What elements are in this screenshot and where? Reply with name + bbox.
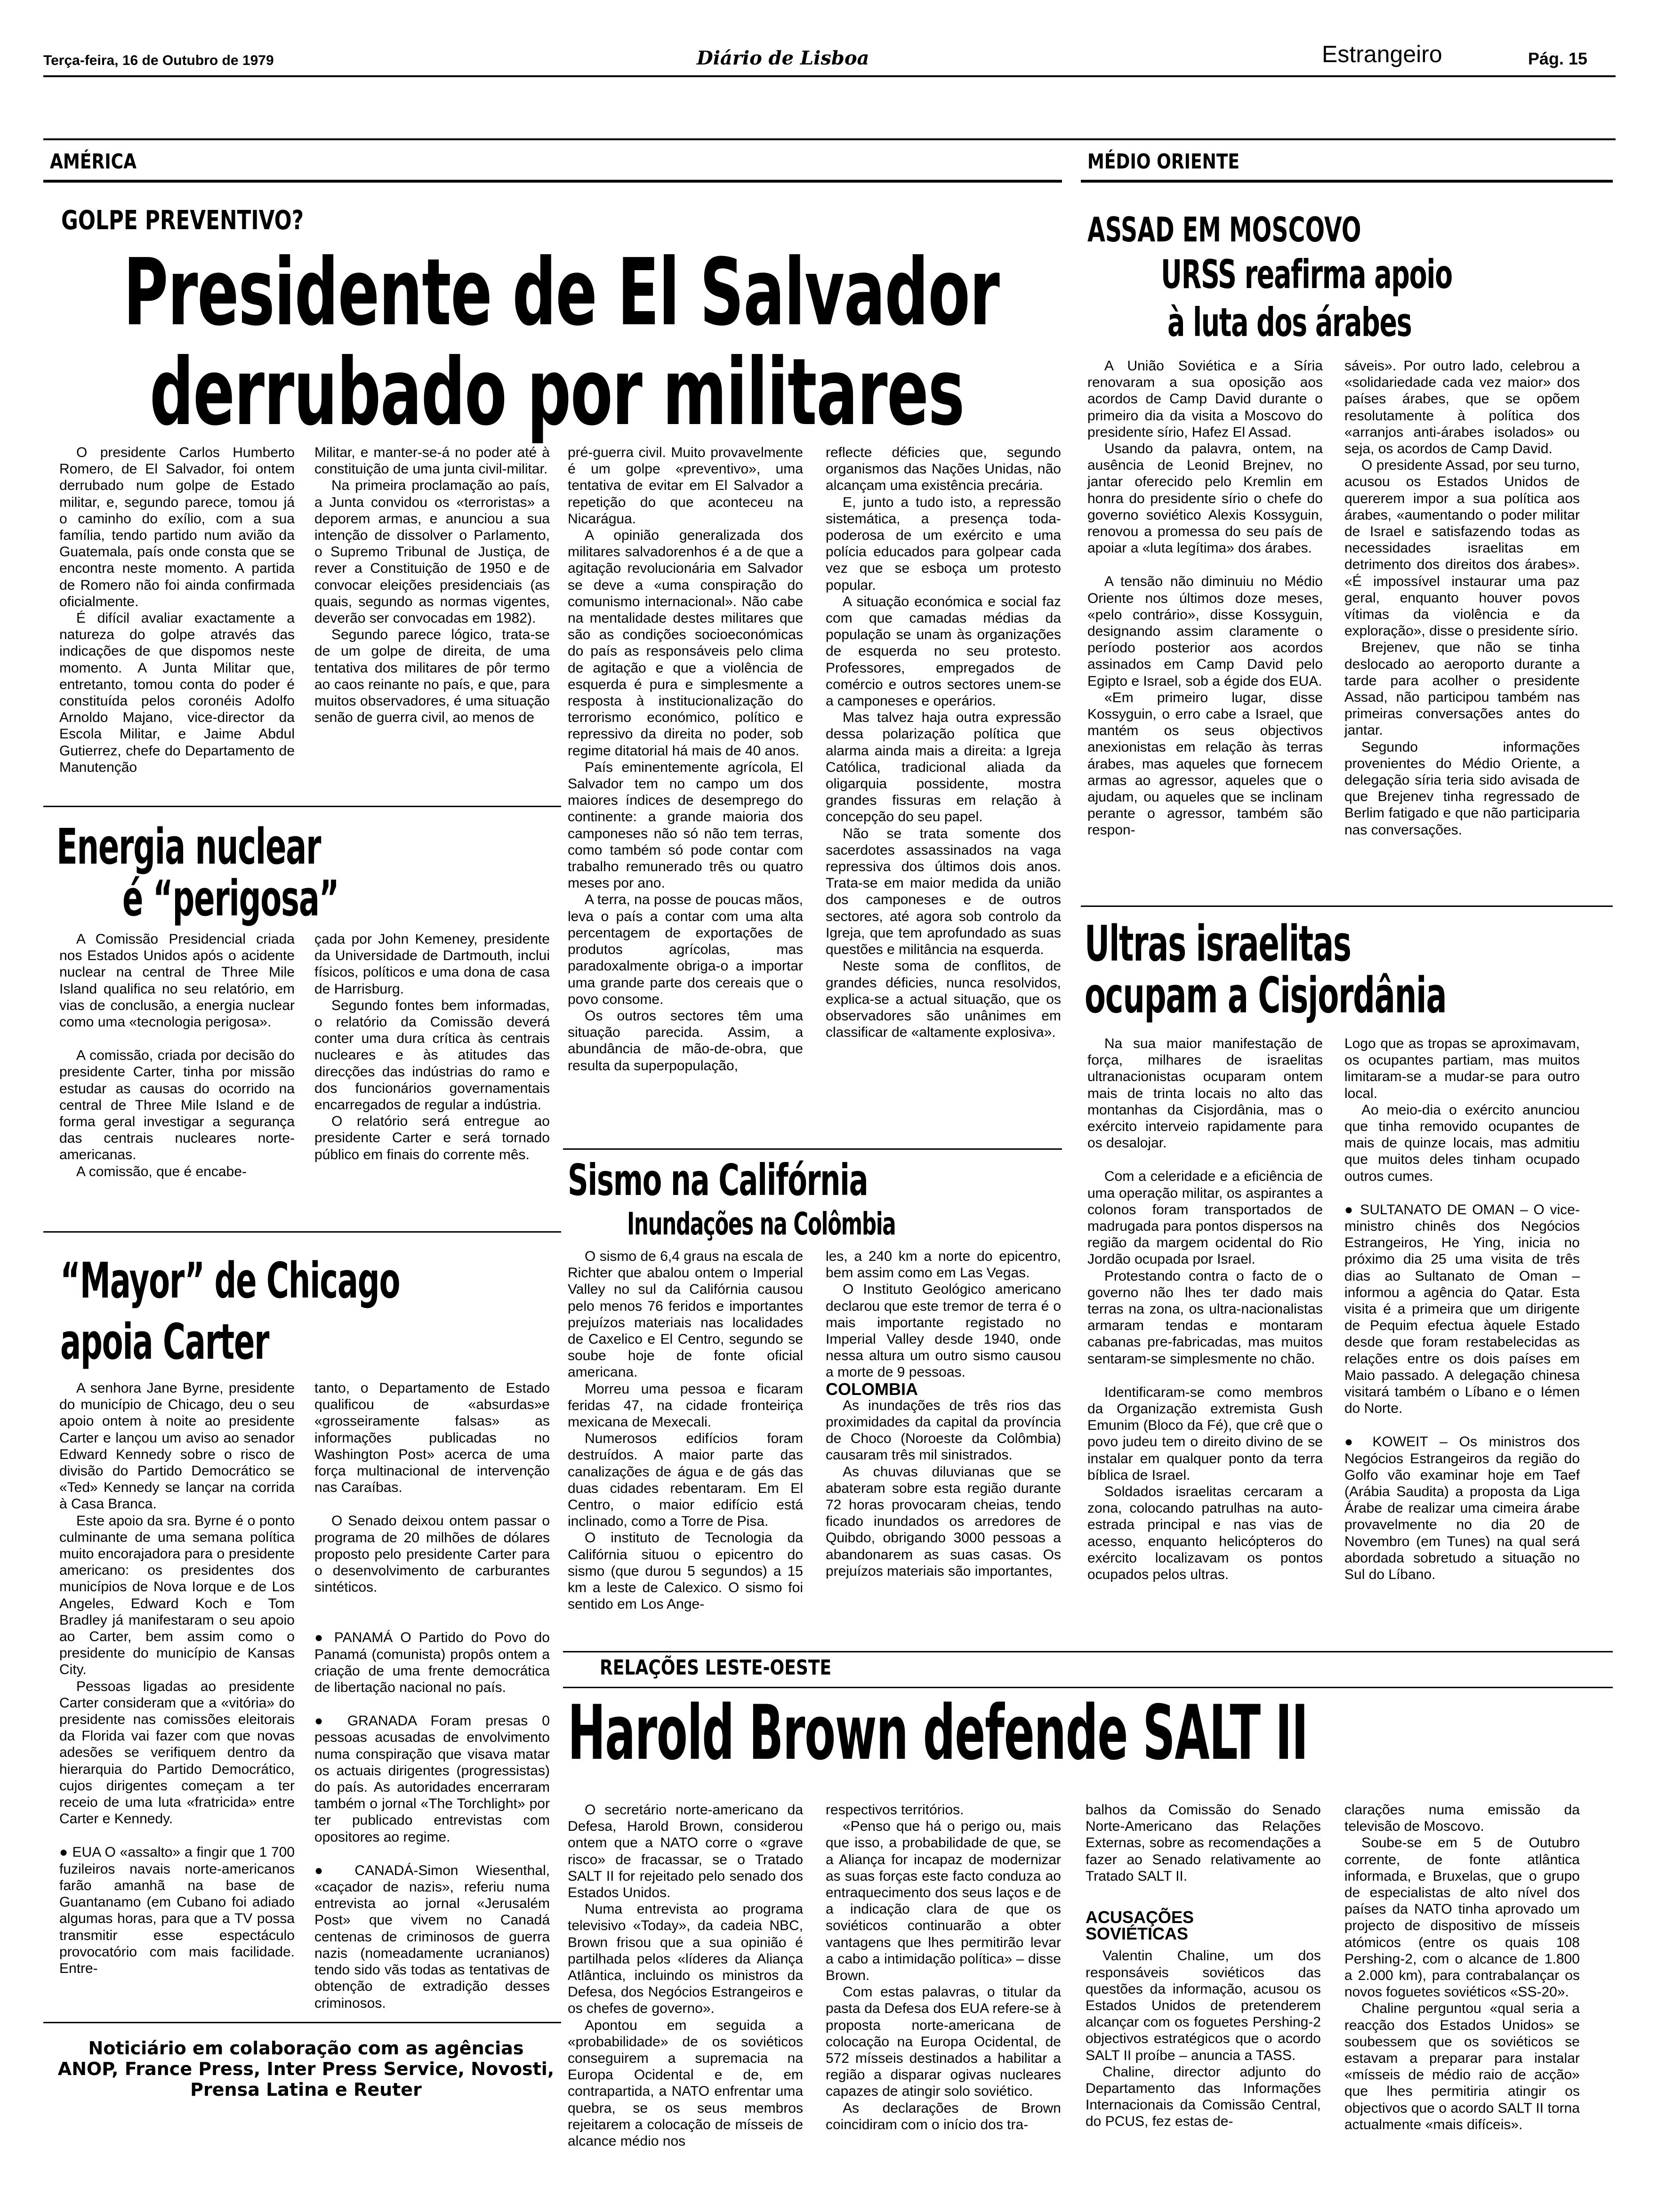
ultras-headline-1: Ultras israelitas — [1085, 915, 1351, 972]
nuclear-column-2: çada por John Kemeney, presidente da Universidade de Dartmouth, inclui físicos, políticos e uma dona de casa de Harrisburg. Segundo fontes bem informadas, o relatório da Comissão deverá conter uma dura crítica às centrais nucleares e às atitudes das direcções das indústrias do ramo e dos funcionários governamentais encarregados de regular a indústria. O relatório será entregue ao presidente Carter e será tornado público em finais do corrente mês. — [314, 931, 550, 1162]
medio-column-1: A União Soviética e a Síria renovaram a sua oposição aos acordos de Camp David durante o primeiro dia da visita a Moscovo do presidente sírio, Hafez El Assad. Usando da palavra, ontem, na ausência de Leonid Brejnev, no jantar oferecido pelo Kremlin em honra do presidente sírio o chefe do governo soviético Alexis Kossyguin, renovou a promessa do seu país de apoiar a «luta legítima» dos árabes. A tensão não diminuiu no Médio Oriente nos últimos doze meses, «pelo contrário», disse Kossyguin, designando assim claramente o período posterior aos acordos assinados em Camp David pelo Egipto e Israel, sob a égide dos EUA. «Em primeiro lugar, disse Kossyguin, o erro cabe a Israel, que mantém os seus objectivos anexionistas em relação às terras árabes, mas aqueles que fornecem armas ao agressor, aqueles que o ajudam, ou aqueles que se inclinam perante o agressor, também são respon- — [1087, 358, 1323, 838]
america-column-1: O presidente Carlos Humberto Romero, de El Salvador, foi ontem derrubado num golpe de Estado militar, e, segundo parece, tomou já o caminho do exílio, com a sua família, tendo partido num avião da Guatemala, país onde consta que se encontra neste momento. A partida de Romero não foi ainda confirmada oficialmente. É difícil avaliar exactamente a natureza do golpe através das indicações de que dispomos neste momento. A Junta Militar que, entretanto, tomou conta do poder é constituída pelos coronéis Adolfo Arnoldo Majano, vice-director da Escola Militar, e Jaime Abdul Gutierrez, chefe do Departamento de Manutenção — [59, 445, 295, 775]
agencies-top-rule — [43, 2022, 561, 2023]
ultras-column-2: Logo que as tropas se aproximavam, os ocupantes partiam, mas muitos limitaram-se a mudar-se para outro local. Ao meio-dia o exército anunciou que tinha removido ocupantes de mais de quinze locais, mas admitiu que muitos deles tinham ocupado outros cumes. ● SULTANATO DE OMAN – O vice-ministro chinês dos Negócios Estrangeiros, He Ying, inicia no próximo dia 25 uma visita de três dias ao Sultanato de Oman – informou a agência do Qatar. Esta visita é a primeira que um dirigente de Pequim efectua àquele Estado desde que foram restabelecidas as relações entre os dois países em Maio passado. A delegação chinesa visitará também o Líbano e o Iémen do Norte. ● KOWEIT – Os ministros dos Negócios Estrangeiros da região do Golfo vão examinar hoje em Taef (Arábia Saudita) a proposta da Liga Árabe de realizar uma cimeira árabe provavelmente no dia 20 de Novembro (em Tunes) na qual será abordada sobretudo a situação no Sul do Líbano. — [1344, 1035, 1580, 1583]
ultras-top-rule — [1081, 906, 1613, 907]
header-date: Terça-feira, 16 de Outubro de 1979 — [43, 53, 274, 68]
colombia-label: COLOMBIA — [826, 1379, 918, 1399]
salt-column-2: respectivos territórios. «Penso que há o perigo ou, mais que isso, a probabilidade de que, se a Aliança for incapaz de modernizar as suas forças este facto conduza ao entraquecimento dos seus laços e de a indicação clara de que os soviéticos continuarão a obter vantagens que lhes permitirão levar a cabo a intimidação política» – disse Brown. Com estas palavras, o titular da pasta da Defesa dos EUA refere-se à proposta norte-americana de colocação na Europa Ocidental, de 572 mísseis destinados a habilitar a região a disparar ogivas nucleares capazes de atingir solo soviético. As declarações de Brown coincidiram com o início dos tra- — [826, 1802, 1061, 2132]
medio-headline-1: URSS reafirma apoio — [1161, 251, 1452, 297]
top-rule — [43, 138, 1616, 140]
america-column-3: pré-guerra civil. Muito provavelmente é um golpe «preventivo», uma tentativa de evitar em El Salvador a repetição do que aconteceu na Nicarágua. A opinião generalizada dos militares salvadorenhos é a de que a agitação revolucionária em Salvador se deve a «uma conspiração do comunismo internacional». Não cabe na mentalidade destes militares que são as condições socioeconómicas do país as responsáveis pelo clima de agitação e que a violência de esquerda é pura e simplesmente a resposta à institucionalização do terrorismo económico, político e repressivo da direita no poder, sob regime ditatorial há mais de 40 anos. País eminentemente agrícola, El Salvador tem no campo um dos maiores índices de desemprego do continente: a grande maioria dos camponeses não só não tem terras, como também só pode contar com trabalho remunerado três ou quatro meses por ano. A terra, na posse de poucas mãos, leva o país a contar com uma alta percentagem de exportações de produtos agrícolas, mas paradoxalmente obriga-o a importar uma grande parte dos cereais que o povo consome. Os outros sectores têm uma situação parecida. Assim, a abundância de mão-de-obra, que resulta da superpopulação, — [568, 445, 803, 1074]
america-column-4: reflecte déficies que, segundo organismos das Nações Unidas, não alcançam uma existência precária. E, junto a tudo isto, a repressão sistemática, a presença toda-poderosa de um exército e uma polícia educados para golpear cada vez que se esboça um protesto popular. A situação económica e social faz com que camadas médias da população se unam às organizações de esquerda no seu protesto. Professores, empregados de comércio e outros sectores unem-se a camponeses e operários. Mas talvez haja outra expressão dessa polarização política que alarma ainda mais a direita: a Igreja Católica, tradicional aliada da oligarquia possidente, mostra grandes fissuras em relação à concepção do seu papel. Não se trata somente dos sacerdotes assassinados na vaga repressiva dos últimos dois anos. Trata-se em maior medida da união dos camponeses e de outros sectores, até agora sob controlo da Igreja, que tem aprofundado as suas questões e militância na esquerda. Neste soma de conflitos, de grandes déficies, nunca resolvidos, explica-se a actual situação, que os observadores são unânimes em classificar de «altamente explosiva». — [826, 445, 1061, 1041]
acusacoes-label-2: SOVIÉTICAS — [1086, 1924, 1189, 1944]
medio-headline-2: à luta dos árabes — [1167, 299, 1412, 345]
ultras-column-1: Na sua maior manifestação de força, milhares de israelitas ultranacionistas ocuparam ontem mais de trinta locais no alto das montanhas da Cisjordânia, mas o exército interveio rapidamente para os desalojar. Com a celeridade e a eficiência de uma operação militar, os aspirantes a colonos foram transportados de madrugada para pontos dispersos na região da margem ocidental do Rio Jordão ocupada por Israel. Protestando contra o facto de o governo não lhes ter dado mais terras na zona, os ultra-nacionalistas armaram tendas e montaram cabanas pre-fabricadas, mas muitos sentaram-se simplesmente no chão. Identificaram-se como membros da Organização extremista Gush Emunim (Bloco da Fé), que crê que o povo judeu tem o direito divino de se instalar em qualquer ponto da terra bíblica de Israel. Soldados israelitas cercaram a zona, colocando patrulhas na auto-estrada principal e nas vias de acesso, enquanto helicópteros do exército localizavam os pontos ocupados pelos ultras. — [1087, 1036, 1323, 1583]
bullet-koweit: ● KOWEIT – Os ministros dos Negócios Estrangeiros da região do Golfo vão examinar hoje em Taef (Arábia Saudita) a proposta da Liga Árabe de realizar uma cimeira árabe provavelmente no dia 20 de Novembro (em Tunes) na qual será abordada sobretudo a situação no Sul do Líbano. — [1344, 1434, 1580, 1583]
sismo-column-2: les, a 240 km a norte do epicentro, bem assim como em Las Vegas. O Instituto Geológico americano declarou que este tremor de terra é o mais importante registado no Imperial Valley desde 1940, onde nessa altura um outro sismo causou a morte de 9 pessoas. COLOMBIA As inundações de três rios das proximidades da capital da província de Choco (Noroeste da Colômbia) causaram três mil sinistrados. As chuvas diluvianas que se abateram sobre esta região durante 72 horas provocaram cheias, tendo ficado inundados os arredores de Quibdo, obrigando 3000 pessoas a abandonarem as suas casas. Os prejuízos materiais são importantes, — [826, 1249, 1061, 1579]
agencies-note: Noticiário em colaboração com as agências ANOP, France Press, Inter Press Service, Novosti, Prensa Latina e Reuter — [57, 2038, 555, 2100]
salt-label-underline — [563, 1687, 1613, 1688]
salt-label: RELAÇÕES LESTE-OESTE — [600, 1656, 832, 1680]
sismo-headline: Sismo na Califórnia — [568, 1155, 868, 1205]
medio-column-2: sáveis». Por outro lado, celebrou a «solidariedade cada vez maior» dos países árabes, que se opõem resolutamente à política dos «arranjos anti-árabes isolados» ou seja, os acordos de Camp David. O presidente Assad, por seu turno, acusou os Estados Unidos de quererem impor a sua política aos árabes, «aumentando o poder militar de Israel e satisfazendo todas as necessidades israelitas em detrimento dos direitos dos árabes». «É impossível instaurar uma paz geral, enquanto houver povos vítimas da violência e da exploração», disse o presidente sírio. Brejenev, que não se tinha deslocado ao aeroporto durante a tarde para acolher o presidente Assad, não participou também nas primeiras conversações antes do jantar. Segundo informações provenientes do Médio Oriente, a delegação síria teria sido avisada de que Brejenev tinha regressado de Berlim fatigado e que não participaria nas conversações. — [1344, 358, 1580, 838]
bullet-granada: ● GRANADA Foram presas 0 pessoas acusadas de envolvimento numa conspiração que visava matar os actuais dirigentes (progressistas) do país. As autoridades encerraram também o jornal «The Torchlight» por ter publicado entrevistas com opositores ao regime. — [314, 1713, 550, 1845]
bullet-oman: ● SULTANATO DE OMAN – O vice-ministro chinês dos Negócios Estrangeiros, He Ying, inicia no próximo dia 25 uma visita de três dias ao Sultanato de Oman – informou a agência do Qatar. Esta visita é a primeira que um dirigente de Pequim efectua àquele Estado desde que foram restabelecidas as relações entre os dois países em Maio passado. A delegação chinesa visitará também o Líbano e o Iémen do Norte. — [1344, 1202, 1580, 1417]
sismo-top-rule — [563, 1148, 1062, 1150]
america-kicker: GOLPE PREVENTIVO? — [61, 205, 304, 236]
salt-label-rule — [563, 1651, 1613, 1652]
sismo-subhead: Inundações na Colômbia — [627, 1206, 896, 1242]
masthead: Diário de Lisboa — [697, 47, 869, 69]
section-label-america: AMÉRICA — [50, 150, 137, 174]
america-rule — [43, 180, 1062, 183]
salt-column-3: balhos da Comissão do Senado Norte-Americano das Relações Externas, sobre as recomendações a fazer ao Senado relativamente ao Tratado SALT II. ACUSAÇÕES SOVIÉTICAS Valentin Chaline, um dos responsáveis soviéticos das questões da informação, acusou os Estados Unidos de pretenderem alcançar com os foguetes Pershing-2 objectivos estratégicos que o acordo SALT II proíbe – anuncia a TASS. Chaline, director adjunto do Departamento das Informações Internacionais da Comissão Central, do PCUS, fez estas de- — [1086, 1802, 1321, 2130]
chicago-column-1: A senhora Jane Byrne, presidente do município de Chicago, deu o seu apoio ontem à noite ao presidente Carter e lançou um aviso ao senador Edward Kennedy sobre o risco de divisão do Partido Democrático se «Ted» Kennedy se lançar na corrida à Casa Branca. Este apoio da sra. Byrne é o ponto culminante de uma semana política muito encorajadora para o presidente americano: os presidentes dos municípios de Nova Iorque e de Los Angeles, Edward Koch e Tom Bradley já manifestaram o seu apoio ao Carter, bem assim como o presidente do município de Kansas City. Pessoas ligadas ao presidente Carter consideram que a «vitória» do presidente nas comissões eleitorais da Florida vai fazer com que novas adesões se verifiquem dentro da hierarquia do Partido Democrático, cujos dirigentes começam a ter receio de uma luta «fratricida» entre Carter e Kennedy. ● EUA O «assalto» a fingir que 1 700 fuzileiros navais norte-americanos farão amanhã na base de Guantanamo (em Cubano foi adiado algumas horas, para que a TV possa transmitir esse espectáculo provocatório com mais facilidade. Entre- — [59, 1380, 295, 1977]
america-headline-2: derrubado por militares — [150, 339, 964, 446]
chicago-headline-1: “Mayor” de Chicago — [60, 1252, 400, 1309]
america-headline-1: Presidente de El Salvador — [123, 239, 999, 346]
section-name: Estrangeiro — [1322, 41, 1442, 67]
salt-headline: Harold Brown defende SALT II — [568, 1689, 1308, 1777]
nuclear-headline-1: Energia nuclear — [56, 818, 321, 875]
header-rule — [43, 75, 1616, 77]
america-column-2: Militar, e manter-se-á no poder até à constituição de uma junta civil-militar. Na primeira proclamação ao país, a Junta convidou os «terroristas» a deporem armas, e anunciou a sua intenção de dissolver o Parlamento, o Supremo Tribunal de Justiça, de rever a Constituição de 1950 e de convocar eleições presidenciais (as quais, segundo as normas vigentes, deverão ser convocadas em 1982). Segundo parece lógico, trata-se de um golpe de direita, de uma tentativa dos militares de pôr termo ao caos reinante no país, e que, para muitos observadores, é uma situação senão de guerra civil, ao menos de — [314, 445, 550, 726]
page-number: Pág. 15 — [1528, 49, 1588, 68]
ultras-headline-2: ocupam a Cisjordânia — [1085, 967, 1447, 1024]
acusacoes-label-1: ACUSAÇÕES — [1086, 1907, 1194, 1927]
chicago-top-rule — [43, 1231, 561, 1233]
bullet-eua: ● EUA O «assalto» a fingir que 1 700 fuzileiros navais norte-americanos farão amanhã na base de Guantanamo (em Cubano foi adiado algumas horas, para que a TV possa transmitir esse espectáculo provocatório com mais facilidade. Entre- — [59, 1844, 295, 1977]
nuclear-top-rule — [43, 806, 561, 807]
nuclear-column-1: A Comissão Presidencial criada nos Estados Unidos após o acidente nuclear na central de Three Mile Island qualifica no seu relatório, em vias de conclusão, a energia nuclear como uma «tecnologia perigosa». A comissão, criada por decisão do presidente Carter, tinha por missão estudar as causas do ocorrido na central de Three Mile Island e de forma geral investigar a segurança das centrais nucleares norte-americanas. A comissão, que é encabe- — [59, 931, 295, 1179]
chicago-headline-2: apoia Carter — [60, 1313, 269, 1370]
bullet-panama: ● PANAMÁ O Partido do Povo do Panamá (comunista) propôs ontem a criação de uma frente democrática de libertação nacional no país. — [314, 1629, 550, 1696]
chicago-column-2: tanto, o Departamento de Estado qualificou de «absurdas»e «grosseiramente falsas» as informações publicadas no Washington Post» acerca de uma força multinacional de intervenção nas Caraíbas. O Senado deixou ontem passar o programa de 20 milhões de dólares proposto pelo presidente Carter para o desenvolvimento de carburantes sintéticos. ● PANAMÁ O Partido do Povo do Panamá (comunista) propôs ontem a criação de uma frente democrática de libertação nacional no país. ● GRANADA Foram presas 0 pessoas acusadas de envolvimento numa conspiração que visava matar os actuais dirigentes (progressistas) do país. As autoridades encerraram também o jornal «The Torchlight» por ter publicado entrevistas com opositores ao regime. ● CANADÁ-Simon Wiesenthal, «caçador de nazis», referiu numa entrevista ao jornal «Jerusalém Post» que vivem no Canadá centenas de criminosos de guerra nazis (nomeadamente ucranianos) tendo sido vãs todas as tentativas de obtenção de extradição desses criminosos. — [314, 1380, 550, 2012]
nuclear-headline-2: é “perigosa” — [122, 870, 339, 927]
salt-column-1: O secretário norte-americano da Defesa, Harold Brown, considerou ontem que a NATO corre o «grave risco» de fracassar, se o Tratado SALT II for rejeitado pelo senado dos Estados Unidos. Numa entrevista ao programa televisivo «Today», da cadeia NBC, Brown frisou que a sua opinião é partilhada pelos «líderes da Aliança Atlântica, incluindo os ministros da Defesa, dos Negócios Estrangeiros e os chefes de governo». Apontou em seguida a «probabilidade» de os soviéticos conseguirem a supremacia na Europa Ocidental e de, em contrapartida, a NATO enfrentar uma quebra, se os seus membros rejeitarem a colocação de mísseis de alcance médio nos — [568, 1802, 803, 2149]
bullet-canada: ● CANADÁ-Simon Wiesenthal, «caçador de nazis», referiu numa entrevista ao jornal «Jerusalém Post» que vivem no Canadá centenas de criminosos de guerra nazis (nomeadamente ucranianos) tendo sido vãs todas as tentativas de obtenção de extradição desses criminosos. — [314, 1862, 550, 2012]
sismo-column-1: O sismo de 6,4 graus na escala de Richter que abalou ontem o Imperial Valley no sul da Califórnia causou pelo menos 76 feridos e importantes prejuízos materiais nas localidades de Caxelico e El Centro, segundo se soube hoje de fonte oficial americana. Morreu uma pessoa e ficaram feridas 47, na cidade fronteiriça mexicana de Mexecali. Numerosos edifícios foram destruídos. A maior parte das canalizações de água e de gás das duas cidades rebentaram. Em El Centro, o maior edifício está inclinado, como a Torre de Pisa. O instituto de Tecnologia da Califórnia situou o epicentro do sismo (que durou 5 segundos) a 15 km a leste de Calexico. O sismo foi sentido em Los Ange- — [568, 1249, 803, 1612]
salt-column-4: clarações numa emissão da televisão de Moscovo. Soube-se em 5 de Outubro corrente, de fonte atlântica informada, e Bruxelas, que o grupo de especialistas de alto nível dos países da NATO tinha aprovado um projecto de dispositivo de mísseis atómicos (entre os quais 108 Pershing-2, com o alcance de 1.800 a 2.000 km), para contrabalançar os novos foguetes soviéticos «SS-20». Chaline perguntou «qual seria a reacção dos Estados Unidos» se soubessem que os soviéticos se estavam a preparar para instalar «mísseis de médio raio de acção» que lhes permitiria atingir os objectivos que o acordo SALT II torna actualmente «mais difíceis». — [1344, 1802, 1580, 2132]
section-label-medio-oriente: MÉDIO ORIENTE — [1087, 150, 1240, 174]
medio-rule — [1081, 180, 1613, 183]
medio-kicker: ASSAD EM MOSCOVO — [1087, 210, 1361, 249]
